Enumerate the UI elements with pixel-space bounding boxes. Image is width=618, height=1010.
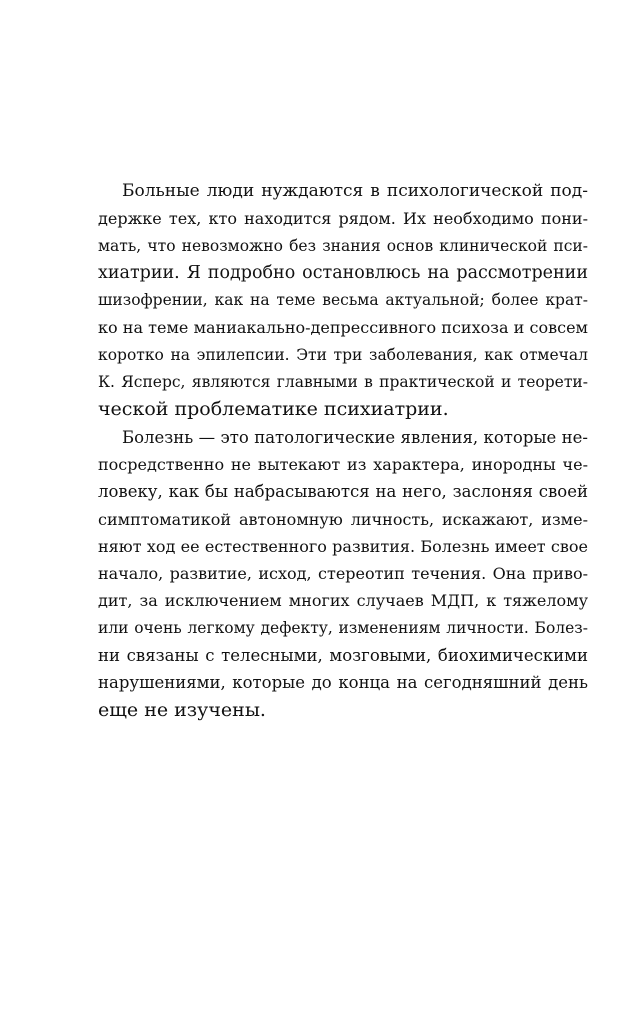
text-line: ко на теме маниакально-депрессивного психоза и совсем	[98, 318, 588, 338]
text-line: мать, что невозможно без знания основ клинической пси-	[98, 236, 588, 255]
text-line: дит, за исключением многих случаев МДП, к тяжелому	[98, 591, 588, 611]
text-line: начало, развитие, исход, стереотип течения. Она приво-	[98, 564, 588, 584]
text-line: хиатрии. Я подробно остановлюсь на рассмотрении	[98, 262, 588, 283]
text-line: нарушениями, которые до конца на сегодняшний день	[98, 673, 588, 693]
text-line: держке тех, кто находится рядом. Их необходимо пони-	[98, 209, 588, 229]
text-line: коротко на эпилепсии. Эти три заболевания, как отмечал	[98, 345, 588, 364]
text-line: симптоматикой автономную личность, искажают, изме-	[98, 509, 588, 529]
text-line: ческой проблематике психиатрии.	[98, 398, 449, 421]
text-line: или очень легкому дефекту, изменениям личности. Болез-	[98, 618, 588, 637]
text-line: ловеку, как бы набрасываются на него, заслоняя своей	[98, 482, 588, 502]
text-line: еще не изучены.	[98, 698, 266, 721]
text-line: няют ход ее естественного развития. Болезнь имеет свое	[98, 536, 588, 556]
text-line: шизофрении, как на теме весьма актуальной; более крат-	[98, 291, 588, 310]
text-line: К. Ясперс, являются главными в практической и теорети-	[98, 373, 588, 392]
text-line: Болезнь — это патологические явления, которые не-	[122, 427, 588, 447]
paragraph-2	[98, 424, 588, 724]
text-line: посредственно не вытекают из характера, инородны че-	[98, 454, 588, 474]
text-line: Больные люди нуждаются в психологической под-	[122, 181, 588, 201]
text-line: ни связаны с телесными, мозговыми, биохимическими	[98, 646, 588, 666]
paragraph-1	[98, 178, 588, 424]
body-text	[98, 178, 588, 724]
